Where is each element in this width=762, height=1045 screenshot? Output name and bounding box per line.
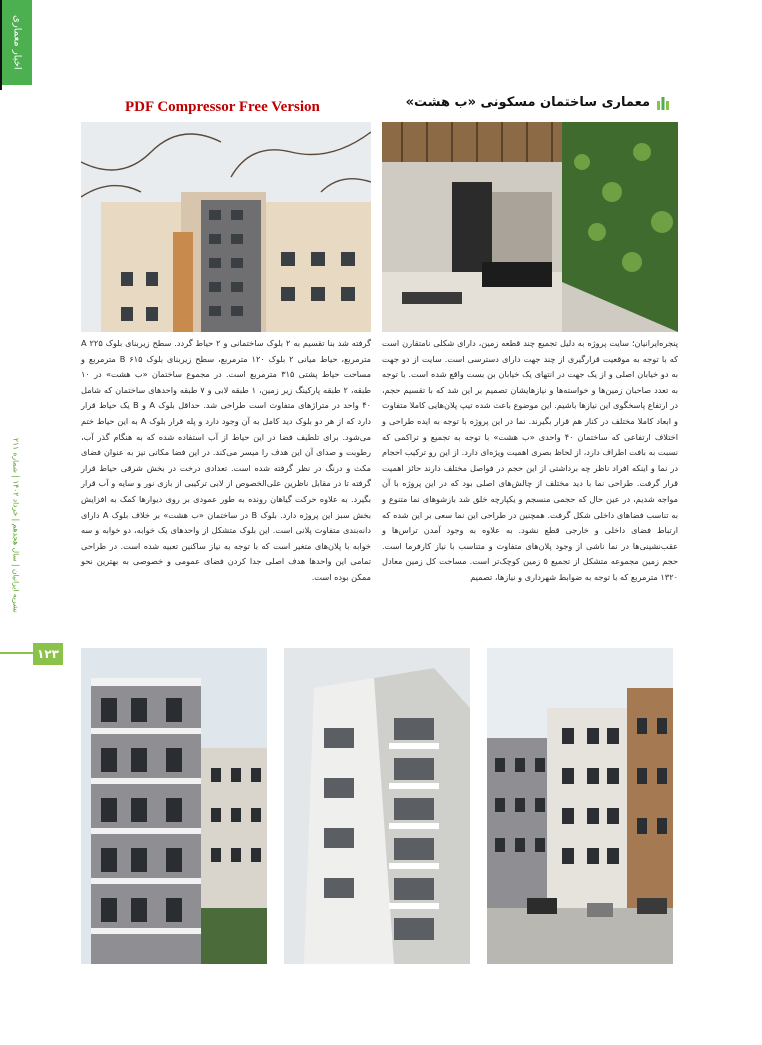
photo-courtyard: [487, 648, 673, 964]
article-title: معماری ساختمان مسکونی «ب هشت»: [405, 94, 650, 110]
watermark: PDF Compressor Free Version: [125, 99, 320, 115]
article-column-right: [382, 336, 678, 638]
article-header: [406, 91, 670, 113]
photo-lobby: [382, 122, 678, 332]
journal-info: نشریه ایرانیان | سال هجدهم | خرداد ۱۴۰۲ | شماره ۲۱۱: [11, 437, 21, 613]
photo-facade-branches: [81, 122, 371, 332]
photo-block-a: [81, 648, 267, 964]
page-number: ۱۲۳: [33, 643, 63, 665]
divider: [0, 652, 34, 654]
photo-block-b: [284, 648, 470, 964]
paragraph: گرفته شد بنا تقسیم به ۲ بلوک ساختمانی و ۲ حیاط گردد. سطح زیربنای بلوک A ۲۲۵ مترمربع، حیاط میانی ۲ بلوک ۱۲۰ مترمربع، سطح زیربنای بلوک B ۶۱۵ مترمربع و مساحت حیاط پشتی ۳۱۵ مترمربع است. در مجموع ساختمان «ب هشت» در ۱۰ طبقه، ۲ طبقه پارکینگ زیر زمین، ۱ طبقه لابی و ۷ طبقه واحدهای ساختمان که شامل ۴۰ واحد در متراژهای متفاوت است طراحی شد. حداقل بلوک A و B یک حیاط قرار دارد که از هر دو بلوک دید کامل به آن وجود دارد و پله قرار بلوک A به این حیاط ختم می‌شود. برای تلطیف فضا در این حیاط از آب استفاده شده که به هنگام گذر آب، رطوبت و صدای آن این هدف را میسر می‌کند. در این فضا مکانی نیز به عنوان فضای مکث و درنگ در نظر گرفته شده است. تعدادی درخت در بخش شرقی حیاط قرار گرفته تا در مقابل ناظرین علی‌الخصوص از لابی ترکیبی از بازی نور و سایه و آب قرار بگیرد. به علاوه حرکت گیاهان رونده به طور عمودی بر روی دیوارها کمک به افزایش بخش سبز این پروژه دارد. بلوک B در ساختمان «ب هشت» بر خلاف بلوک A دارای دانه‌بندی متفاوت پلانی است. این بلوک متشکل از واحدهای یک خوابه، دو خوابه و سه خوابه با پلان‌های متغیر است که با توجه به نیاز ساکنین تعبیه شده است. در طراحی تمامی این واحدها هدف اصلی جدا کردن فضای عمومی و خصوصی به بهترین نحو ممکن بوده است.: [81, 338, 372, 582]
building-icon: [656, 95, 670, 109]
paragraph: پنجره‌ایرانیان؛ سایت پروژه به دلیل تجمیع چند قطعه زمین، دارای شکلی نامتقارن است که با توجه به موقعیت قرارگیری از چند جهت دارای دسترسی است. سایت از دو جهت به دو خیابان اصلی و از یک جهت در انتهای یک خیابان بن بست واقع شده است. با توجه به تعدد صاحبان زمین‌ها و خواسته‌ها و نیازهایشان تصمیم بر این شد که با تقسیم حجم، در ارتفاع پاسخگوی این نیازها باشیم. این موضوع باعث شده تیپ پلان‌هایی کاملا متفاوت و ابعاد کاملا مختلف در کنار هم قرار بگیرند. نما در این پروژه با توجه به ایده طراحی و اختلاف ارتفاعی که ساختمان ۴۰ واحدی «ب هشت» با توجه به تجمیع و تراکمی که نسبت به بافت اطراف دارد، از لحاظ بصری اهمیت ویژه‌ای دارد. از این رو ترکیب احجام در نما و اینکه افراد ناظر چه برداشتی از این حجم در فواصل مختلف دارند حائز اهمیت قرار گرفت. طراحی نما با دید مختلف از چالش‌های اصلی بود که در این پروژه با آن مواجه شدیم، در عین حال که حجمی منسجم و یکپارچه خلق شد بازشوهای نما متنوع و به تناسب فضاهای داخلی شکل گرفت. همچنین در طراحی این نما سعی بر این شده که ارتباط فضای داخلی و خارجی قطع نشود. به علاوه به وجود آمدن تراس‌ها و عقب‌نشینی‌ها در نما ناشی از وجود پلان‌های متفاوت و متناسب با نیاز کارفرما است. حجم زمین مجموعه متشکل از تجمیع ۵ زمین کوچک‌تر است. مساحت کل زمین معادل ۱۳۲۰ مترمربع که با توجه به ضوابط شهرداری و نیازها، تصمیم: [382, 338, 679, 582]
section-label: اخبار معماری: [2, 0, 32, 85]
article-column-left: [81, 336, 371, 638]
